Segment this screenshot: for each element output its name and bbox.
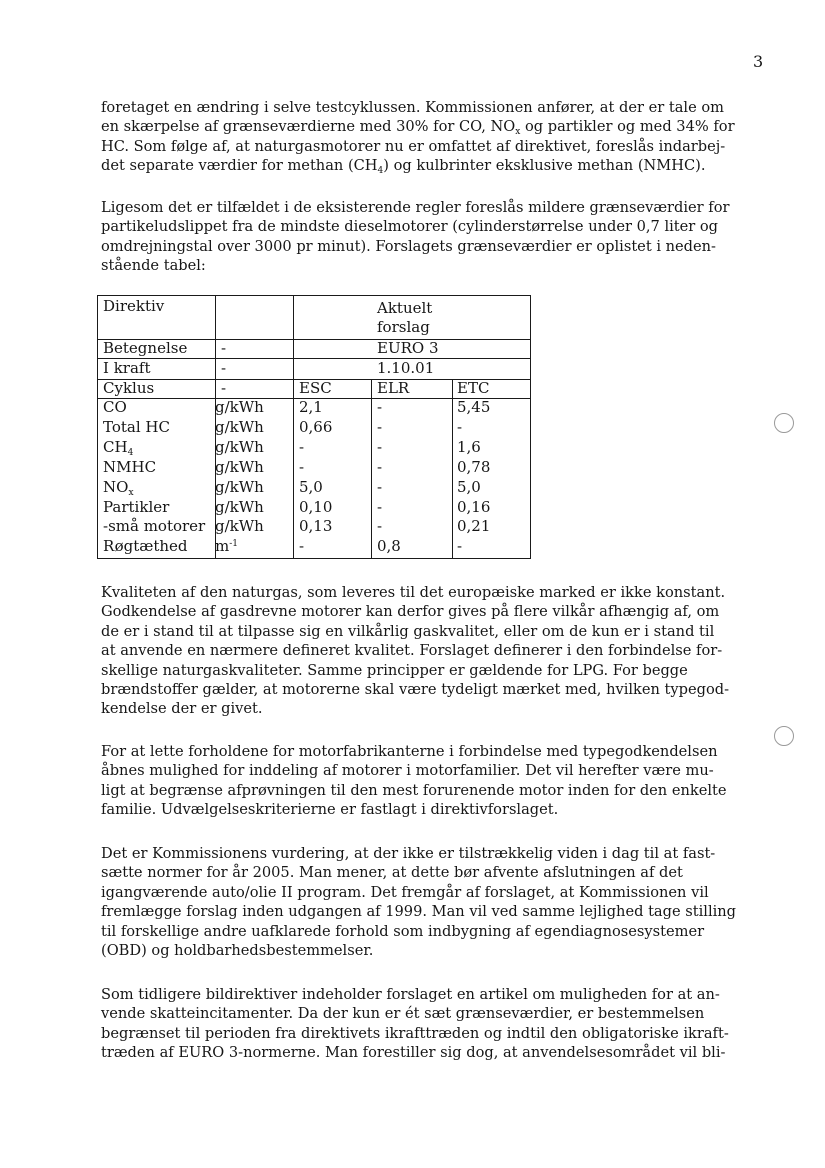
table-cell-esc: 5,0 xyxy=(299,477,323,496)
row-value-i-kraft: 1.10.01 xyxy=(377,359,435,377)
paragraph-6 xyxy=(101,985,756,1063)
table-cell-label: $CH_4$ xyxy=(103,437,134,458)
table-cell-label: Røgtæthed xyxy=(103,537,188,556)
row-label-i-kraft: I kraft xyxy=(103,359,151,377)
table-cell-etc: 5,0 xyxy=(457,477,481,496)
table-cell-etc: 0,21 xyxy=(457,517,491,536)
text-line: Det er Kommissionens vurdering, at der ikke er tilstrækkelig viden i dag til at fast- xyxy=(101,845,716,862)
text-line: HC. Som følge af, at naturgasmotorer nu er omfattet af direktivet, foreslås indarbej- xyxy=(101,137,726,155)
table-header-direktiv: Direktiv xyxy=(103,297,165,315)
col-header-elr: ELR xyxy=(377,379,410,397)
row-unit-cyklus: - xyxy=(221,379,227,397)
text-line: stående tabel: xyxy=(101,257,206,275)
text-line: det separate værdier for methan $(CH_4)$ og kulbrinter eksklusive methan (NMHC). xyxy=(101,157,706,177)
table-header-aktuelt: Aktuelt xyxy=(377,299,433,317)
table-cell-unit: g/kWh xyxy=(215,417,264,436)
text-line: begrænset til perioden fra direktivets ikrafttræden og indtil den obligatoriske ikraft- xyxy=(101,1024,729,1042)
paragraph-3 xyxy=(101,583,756,719)
text-line: Som tidligere bildirektiver indeholder forslaget en artikel om muligheden for at an- xyxy=(101,986,720,1003)
table-cell-elr: - xyxy=(377,398,383,416)
limit-values-table xyxy=(97,295,531,559)
table-cell-elr: - xyxy=(377,417,383,436)
row-unit-i-kraft: - xyxy=(221,359,227,377)
table-cell-elr: - xyxy=(377,497,383,516)
table-cell-unit: $m^{-1}$ xyxy=(215,537,239,556)
text-line: at anvende en nærmere defineret kvalitet. Forslaget definerer i den forbindelse for- xyxy=(101,642,723,660)
table-cell-esc: 0,10 xyxy=(299,497,333,516)
table-cell-unit: g/kWh xyxy=(215,477,264,496)
text-line: Ligesom det er tilfældet i de eksisterende regler foreslås mildere grænseværdier for xyxy=(101,199,730,216)
text-line: sætte normer for år 2005. Man mener, at dette bør afvente afslutningen af det xyxy=(101,864,683,882)
table-cell-unit: g/kWh xyxy=(215,398,264,416)
table-cell-unit: g/kWh xyxy=(215,437,264,456)
table-cell-esc: 0,13 xyxy=(299,517,333,536)
punch-hole-mark xyxy=(774,726,794,746)
text-line: igangværende auto/olie II program. Det fremgår af forslaget, at Kommissionen vil xyxy=(101,883,709,901)
text-line: (OBD) og holdbarhedsbestemmelser. xyxy=(101,942,374,960)
text-line: til forskellige andre uafklarede forhold som indbygning af egendiagnosesystemer xyxy=(101,922,705,940)
table-cell-unit: g/kWh xyxy=(215,457,264,476)
text-line: åbnes mulighed for inddeling af motorer i motorfamilier. Det vil herefter være mu- xyxy=(101,762,714,780)
table-cell-unit: g/kWh xyxy=(215,497,264,516)
text-line: brændstoffer gælder, at motorerne skal være tydeligt mærket med, hvilken typegod- xyxy=(101,681,730,699)
table-cell-esc: - xyxy=(299,537,305,556)
table-cell-label: $NO_x$ xyxy=(103,477,134,498)
text-line: skellige naturgaskvaliteter. Samme principper er gældende for LPG. For begge xyxy=(101,661,688,679)
table-cell-unit: g/kWh xyxy=(215,517,264,536)
text-line: Kvaliteten af den naturgas, som leveres til det europæiske marked er ikke konstant. xyxy=(101,584,726,601)
text-line: familie. Udvælgelseskriterierne er fastlagt i direktivforslaget. xyxy=(101,801,559,819)
table-cell-esc: 0,66 xyxy=(299,417,333,436)
text-line: ligt at begrænse afprøvningen til den mest forurenende motor inden for den enkelte xyxy=(101,781,727,799)
text-line: For at lette forholdene for motorfabrikanterne i forbindelse med typegodkendelsen xyxy=(101,743,718,760)
table-cell-label: -små motorer xyxy=(103,517,206,536)
table-cell-etc: 1,6 xyxy=(457,437,481,456)
table-cell-etc: - xyxy=(457,537,463,556)
row-unit-betegnelse: - xyxy=(221,339,227,357)
paragraph-1 xyxy=(101,98,756,176)
text-line: kendelse der er givet. xyxy=(101,700,263,718)
table-cell-esc: 2,1 xyxy=(299,398,323,416)
table-cell-esc: - xyxy=(299,457,305,476)
table-cell-elr: - xyxy=(377,517,383,536)
paragraph-5 xyxy=(101,844,756,960)
paragraph-4 xyxy=(101,742,756,820)
table-cell-etc: 0,78 xyxy=(457,457,491,476)
table-cell-label: CO xyxy=(103,398,127,416)
table-cell-esc: - xyxy=(299,437,305,456)
text-line: træden af EURO 3-normerne. Man forestiller sig dog, at anvendelsesområdet vil bli- xyxy=(101,1044,726,1062)
text-line: en skærpelse af grænseværdierne med 30% for CO, $NO_x$ og partikler og med 34% for xyxy=(101,118,735,138)
text-line: de er i stand til at tilpasse sig en vilkårlig gaskvalitet, eller om de kun er i stand til xyxy=(101,622,715,640)
text-line: omdrejningstal over 3000 pr minut). Forslagets grænseværdier er oplistet i neden- xyxy=(101,237,716,255)
row-value-betegnelse: EURO 3 xyxy=(377,339,439,357)
paragraph-2 xyxy=(101,198,756,276)
table-cell-label: Total HC xyxy=(103,417,170,436)
table-cell-label: NMHC xyxy=(103,457,157,476)
row-label-cyklus: Cyklus xyxy=(103,379,155,397)
col-header-esc: ESC xyxy=(299,379,332,397)
punch-hole-mark xyxy=(774,413,794,433)
table-header-forslag: forslag xyxy=(377,318,430,336)
table-cell-etc: - xyxy=(457,417,463,436)
table-cell-label: Partikler xyxy=(103,497,170,516)
table-cell-elr: - xyxy=(377,477,383,496)
table-cell-etc: 0,16 xyxy=(457,497,491,516)
text-line: vende skatteincitamenter. Da der kun er ét sæt grænseværdier, er bestemmelsen xyxy=(101,1005,705,1023)
table-cell-elr: 0,8 xyxy=(377,537,401,556)
col-header-etc: ETC xyxy=(457,379,490,397)
table-cell-elr: - xyxy=(377,457,383,476)
page-number: 3 xyxy=(753,52,764,71)
text-line: partikeludslippet fra de mindste dieselmotorer (cylinderstørrelse under 0,7 liter og xyxy=(101,218,719,236)
text-line: fremlægge forslag inden udgangen af 1999. Man vil ved samme lejlighed tage stilling xyxy=(101,903,737,921)
table-cell-etc: 5,45 xyxy=(457,398,491,416)
text-line: foretaget en ændring i selve testcyklussen. Kommissionen anfører, at der er tale om xyxy=(101,99,724,116)
table-cell-elr: - xyxy=(377,437,383,456)
row-label-betegnelse: Betegnelse xyxy=(103,339,188,357)
text-line: Godkendelse af gasdrevne motorer kan derfor gives på flere vilkår afhængig af, om xyxy=(101,603,720,621)
